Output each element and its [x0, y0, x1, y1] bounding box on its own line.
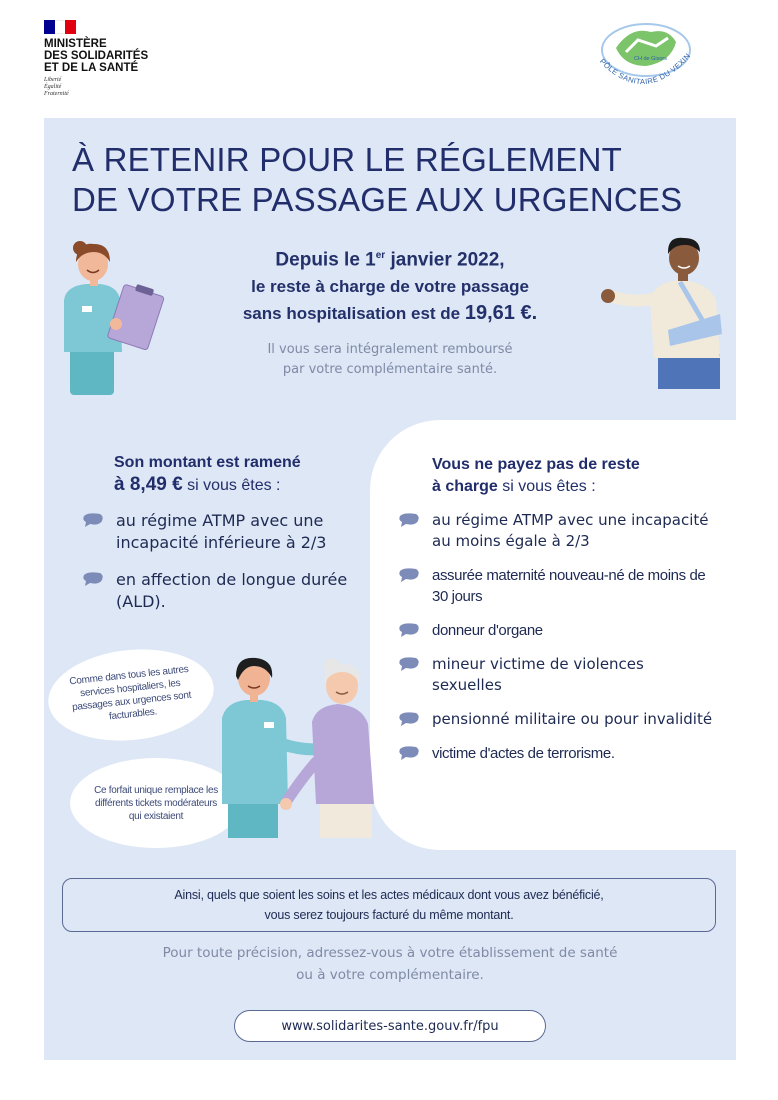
french-flag-icon	[44, 20, 76, 34]
list-item: assurée maternité nouveau-né de moins de 30 jours	[398, 565, 718, 607]
list-item: victime d'actes de terrorisme.	[398, 743, 718, 764]
speech-bubble-bullet-icon	[82, 512, 104, 528]
speech-bubble-bullet-icon	[398, 567, 420, 583]
speech-bubble-bullet-icon	[398, 711, 420, 727]
ministry-name: MINISTÈRE DES SOLIDARITÉS ET DE LA SANTÉ	[44, 38, 149, 74]
nurse-and-elderly-patient-illustration	[216, 652, 396, 838]
amount-19-61: 19,61 €.	[464, 302, 538, 325]
right-column-list	[398, 510, 718, 777]
republic-motto: Liberté Égalité Fraternité	[44, 77, 69, 97]
intro-date-line: Depuis le 1er janvier 2022,	[275, 249, 505, 271]
list-item: pensionné militaire ou pour invalidité	[398, 709, 718, 730]
list-item: au régime ATMP avec une incapacité au moins égale à 2/3	[398, 510, 718, 552]
speech-bubble-forfait: Ce forfait unique remplace les différents tickets modérateurs qui existaient	[70, 758, 242, 848]
list-item: donneur d'organe	[398, 620, 718, 641]
list-item: au régime ATMP avec une incapacité inférieure à 2/3	[82, 510, 362, 554]
pole-sanitaire-logo	[586, 18, 704, 100]
speech-bubble-bullet-icon	[398, 512, 420, 528]
list-item: en affection de longue durée (ALD).	[82, 569, 362, 613]
intro-line-3: sans hospitalisation est de 19,61 €.	[242, 302, 538, 325]
list-item: mineur victime de violences sexuelles	[398, 654, 718, 696]
speech-bubble-bullet-icon	[398, 622, 420, 638]
patient-with-sling-illustration	[598, 234, 728, 389]
precision-text: Pour toute précision, adressez-vous à votre établissement de santé ou à votre complémentaire.	[162, 945, 618, 983]
speech-bubble-bullet-icon	[398, 656, 420, 672]
website-link[interactable]: www.solidarites-sante.gouv.fr/fpu	[234, 1010, 546, 1042]
svg-text:CH de Gisors: CH de Gisors	[634, 56, 668, 62]
right-column-heading: Vous ne payez pas de reste à charge si vous êtes :	[432, 456, 640, 495]
summary-note-box: Ainsi, quels que soient les soins et les actes médicaux dont vous avez bénéficié, vous serez toujours facturé du même montant.	[62, 878, 716, 932]
intro-block	[200, 242, 580, 327]
intro-note: Il vous sera intégralement remboursé par votre complémentaire santé.	[267, 342, 513, 377]
speech-bubble-bullet-icon	[82, 571, 104, 587]
left-column-list	[82, 510, 362, 628]
ministry-logo	[44, 20, 184, 98]
left-column-heading: Son montant est ramené à 8,49 € si vous êtes :	[114, 454, 301, 495]
speech-bubble-bullet-icon	[398, 745, 420, 761]
nurse-with-clipboard-illustration	[56, 240, 166, 395]
intro-line-2: le reste à charge de votre passage	[251, 277, 529, 297]
page-title: À RETENIR POUR LE RÉGLEMENT DE VOTRE PASSAGE AUX URGENCES	[72, 141, 683, 218]
speech-bubble-facturables: Comme dans tous les autres services hospitaliers, les passages aux urgences sont facturables.	[44, 642, 218, 749]
svg-text:PÔLE SANITAIRE DU VEXIN: PÔLE SANITAIRE DU VEXIN	[597, 51, 693, 87]
